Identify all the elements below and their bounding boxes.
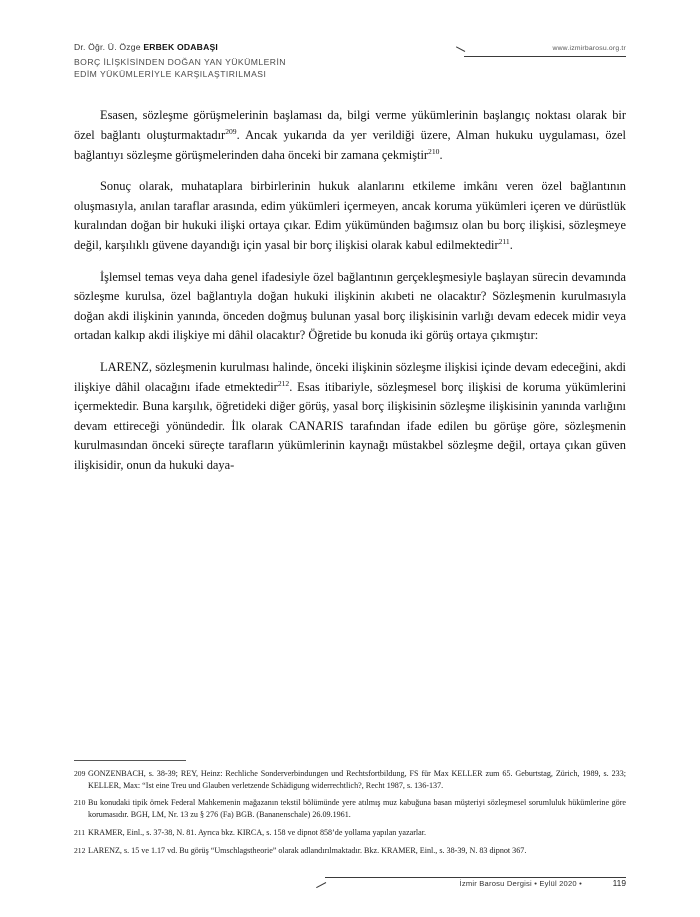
body-paragraph: LARENZ, sözleşmenin kurulması halinde, önceki ilişkinin sözleşme ilişkisi içinde devam edeceğini, akdi ilişkiye dâhil olacağını ifade etmektedir$^{212}$. Esas itibariyle, sözleşmesel borç ilişkisi de koruma yükümlerini içermektedir. Buna karşılık, öğretideki diğer görüş, yasal borç ilişkisinin sözleşme ilişkisinin yanında varlığını devam ettireceği yönündedir. İlk olarak CANARIS tarafından ifade edilen bu görüşe göre, sözleşmenin kurulmasından önceki süreçte tarafların yükümlerinin kaynağı müstakbel sözleşme değil, ortaya çıkan güven ilişkisidir, onun da hukuki daya- bbox=[74, 359, 626, 472]
header-article-title-line1: BORÇ İLİŞKİSİNDEN DOĞAN YAN YÜKÜMLERİN bbox=[74, 57, 286, 67]
footer-journal: İzmir Barosu Dergisi • Eylül 2020 • bbox=[459, 879, 582, 888]
footnote-number: 212 bbox=[74, 846, 86, 856]
footnote bbox=[74, 768, 626, 792]
body-text bbox=[74, 106, 626, 475]
footnote-text: KRAMER, Einl., s. 37-38, N. 81. Ayrıca bkz. KIRCA, s. 158 ve dipnot 858’de yollama yapılan yazarlar. bbox=[88, 828, 427, 838]
page-number: 119 bbox=[612, 878, 626, 888]
footnote-area bbox=[74, 760, 626, 857]
footer-rule bbox=[325, 877, 626, 878]
footnote-text: Bu konudaki tipik örnek Federal Mahkemenin mağazanın tekstil bölümünde yere atılmış muz kabuğuna basan müşteriyi sözleşmesel sorumluluk hükümlerine göre korumasıdır. BGH, LM, Nr. 13 zu § 276 (Fa) BGB. (Bananenschale) 26.09.1961. bbox=[88, 798, 626, 820]
footnote-separator bbox=[74, 760, 186, 761]
header-author bbox=[74, 42, 626, 52]
header-url: www.izmirbarosu.org.tr bbox=[552, 45, 626, 52]
footnote-number: 211 bbox=[74, 828, 86, 838]
footnote bbox=[74, 827, 626, 839]
footnote-number: 210 bbox=[74, 798, 86, 808]
header-author-name: ERBEK ODABAŞI bbox=[143, 42, 219, 52]
header-article-title-line2: EDİM YÜKÜMLERİYLE KARŞILAŞTIRILMASI bbox=[74, 69, 267, 80]
body-paragraph: Sonuç olarak, muhataplara birbirlerinin hukuk alanlarını etkileme imkânı veren özel bağlantının oluşmasıyla, anılan taraflar arasında, edim yükümleri içermeyen, ancak koruma yükümleri içeren ve dürüstlük kuralından doğan bir hukuki ilişki ortaya çıkar. Edim yükümünden bağımsız olan bu borç ilişkisi, sözleşmeye değil, karşılıklı güvene dayandığı için yasal bir borç ilişkisi olarak kabul edilmektedir$^{211}$. bbox=[74, 179, 626, 252]
footnote-text: LARENZ, s. 15 ve 1.17 vd. Bu görüş “Umschlagstheorie” olarak adlandırılmaktadır. Bkz. KRAMER, Einl., s. 38-39, N. 83 dipnot 367. bbox=[88, 846, 527, 856]
body-paragraph: İşlemsel temas veya daha genel ifadesiyle özel bağlantının gerçekleşmesiyle başlayan sürecin devamında sözleşme kurulsa, özel bağlantıyla doğan hukuki ilişkinin akıbeti ne olacaktır? Sözleşmenin kurulmasıyla doğan akdi ilişkinin yanında, önceden doğmuş bulunan yasal borç ilişkisinin varlığı devam edecek midir veya ortadan kalkıp akdi ilişkiye mi dâhil olacaktır? Öğretide bu konuda iki görüş ortaya çıkmıştır: bbox=[74, 269, 626, 343]
header-author-title: Dr. Öğr. Ü. Özge bbox=[74, 42, 144, 52]
page-header bbox=[74, 42, 626, 80]
header-rule bbox=[464, 56, 626, 57]
footer-rule-slant bbox=[316, 882, 326, 888]
body-paragraph: Esasen, sözleşme görüşmelerinin başlaması da, bilgi verme yükümlerinin başlangıç noktası olarak bir özel bağlantı oluşturmaktadır$^{209}$. Ancak yukarıda da yer verildiği üzere, Alman hukuku uygulaması, özel bağlantıyı sözleşme görüşmelerinden daha önceki bir zamana çekmiştir$^{210}$. bbox=[74, 108, 626, 162]
footnote-text: GONZENBACH, s. 38-39; REY, Heinz: Rechliche Sonderverbindungen und Rechtsfortbildung, FS für Max KELLER zum 65. Geburtstag, Zürich, 1989, s. 233; KELLER, Max: “Ist eine Treu und Glauben verletzende Schädigung widerrechtlich?, Recht 1987, s. 136-137. bbox=[88, 768, 626, 790]
page-footer bbox=[74, 873, 626, 889]
footnote bbox=[74, 845, 626, 857]
footnote-number: 209 bbox=[74, 768, 86, 778]
header-article-title bbox=[74, 56, 374, 80]
footnote bbox=[74, 797, 626, 821]
